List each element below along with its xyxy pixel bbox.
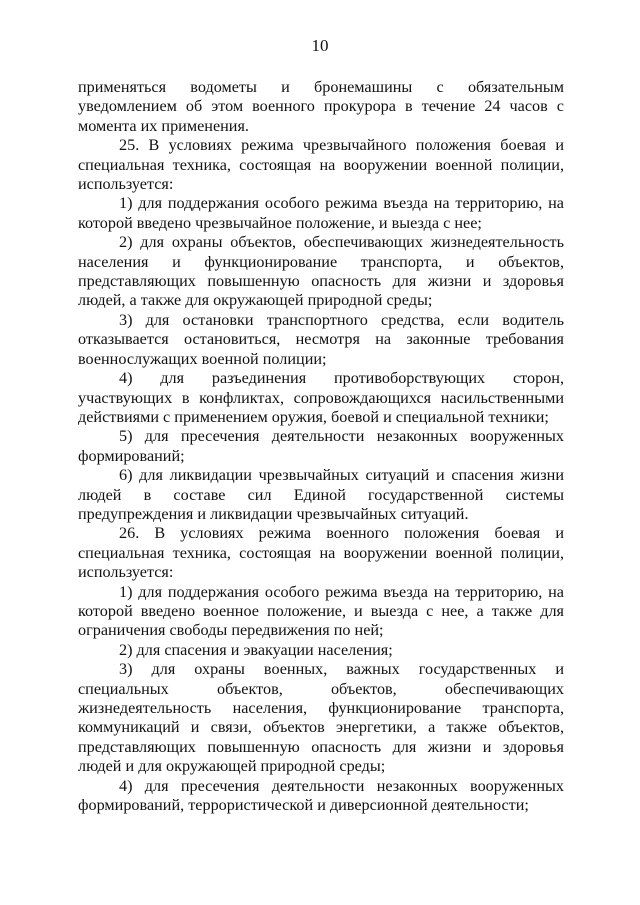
document-body: [78, 78, 564, 815]
paragraph-clause-25-item-2: 2) для охраны объектов, обеспечивающих жизнедеятельность населения и функционирование транспорта, и объектов, представляющих повышенную опасность для жизни и здоровья людей, а также для окружающей природной среды;: [78, 233, 564, 310]
paragraph-clause-25-item-4: 4) для разъединения противоборствующих сторон, участвующих в конфликтах, сопровождающихся насильственными действиями с применением оружия, боевой и специальной техники;: [78, 369, 564, 426]
paragraph-clause-26: 26. В условиях режима военного положения боевая и специальная техника, состоящая на вооружении военной полиции, используется:: [78, 524, 564, 582]
page-number: 10: [311, 36, 329, 55]
paragraph-clause-26-item-3: 3) для охраны военных, важных государственных и специальных объектов, объектов, обеспечивающих жизнедеятельность населения, функционирование транспорта, коммуникаций и связи, объектов энергетики, а также объектов, представляющих повышенную опасность для жизни и здоровья людей и для окружающей природной среды;: [78, 660, 564, 776]
paragraph-continuation: применяться водометы и бронемашины с обязательным уведомлением об этом военного прокурора в течение 24 часов с момента их применения.: [78, 78, 564, 135]
paragraph-clause-25-item-1: 1) для поддержания особого режима въезда на территорию, на которой введено чрезвычайное положение, и выезда с нее;: [78, 194, 564, 232]
paragraph-clause-26-item-4: 4) для пресечения деятельности незаконных вооруженных формирований, террористической и диверсионной деятельности;: [78, 776, 564, 815]
paragraph-clause-26-item-1: 1) для поддержания особого режима въезда на территорию, на которой введено военное положение, и выезда с нее, а также для ограничения свободы передвижения по ней;: [78, 582, 564, 640]
paragraph-clause-25-item-5: 5) для пресечения деятельности незаконных вооруженных формирований;: [78, 427, 564, 465]
paragraph-clause-25-item-3: 3) для остановки транспортного средства, если водитель отказывается остановиться, несмотря на законные требования военнослужащих военной полиции;: [78, 310, 564, 368]
paragraph-clause-25-item-6: 6) для ликвидации чрезвычайных ситуаций и спасения жизни людей в составе сил Единой государственной системы предупреждения и ликвидации чрезвычайных ситуаций.: [78, 466, 564, 523]
paragraph-clause-26-item-2: 2) для спасения и эвакуации населения;: [119, 640, 393, 659]
paragraph-clause-25: 25. В условиях режима чрезвычайного положения боевая и специальная техника, состоящая на вооружении военной полиции, используется:: [78, 136, 564, 194]
